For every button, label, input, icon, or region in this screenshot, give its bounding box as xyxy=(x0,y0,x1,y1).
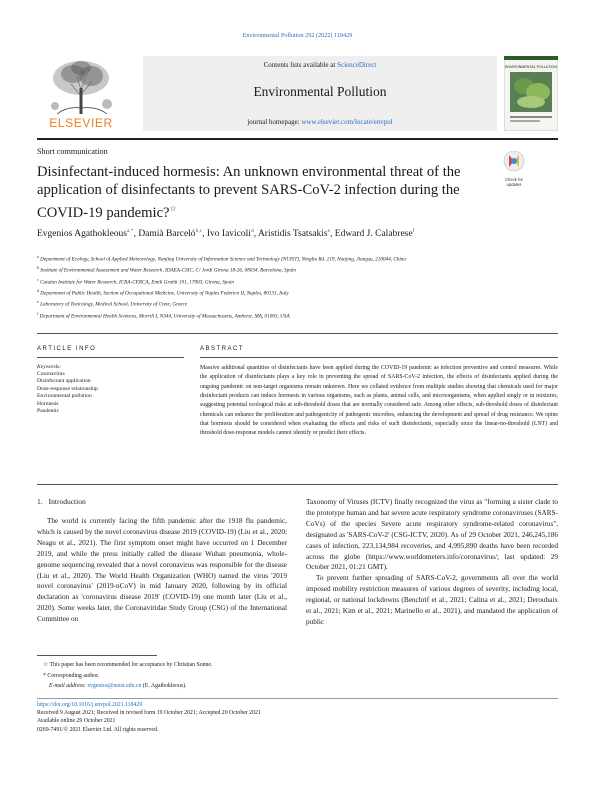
author-affiliation-mark[interactable]: e xyxy=(327,228,331,234)
keyword: Disinfectant application xyxy=(37,378,91,385)
affiliation-text: Institute of Environmental Assessment and Water Research, IDAEA-CSIC, C/ Jordi Girona 18-26, 08034, Barcelona, Spain xyxy=(40,268,296,275)
keyword: Pandemic xyxy=(37,408,60,415)
article-title-text: Disinfectant-induced hormesis: An unknown environmental threat of the application of disinfectants to prevent SARS-CoV-2 infection during the COVID-19 pandemic? xyxy=(37,164,461,221)
journal-cover-image xyxy=(504,56,558,131)
article-info-divider xyxy=(37,357,184,358)
affiliation-item xyxy=(37,253,558,264)
affiliation-text: Department of Public Health, Section of Occupational Medicine, University of Naples Federico II, Naples, 80131, Italy xyxy=(40,290,289,297)
author-affiliation-mark[interactable]: d xyxy=(250,228,254,234)
cover-caption: ENVIRONMENTAL POLLUTION xyxy=(505,65,557,69)
article-type: Short communication xyxy=(37,147,108,156)
paragraph: The world is currently facing the fifth pandemic after the 1918 flu pandemic, which is caused by the novel coronavirus disease 2019 (COVID-19) (Liu et al., 2020; Neagu et al., 2021). The first symptom onset might have occurred on 1 December 2019, and while the press initially called the disease Wuhan pneumonia, whole-genome sequencing revealed that a novel coronavirus was responsible for the disease (Liu et al., 2020). The World Health Organization (WHO) named the virus '2019 novel coronavirus' (2019-nCoV) in mid January 2020, following by its official declaration as 'coronavirus disease 2019' (COVID-19) one month later (Liu et al., 2020). Some weeks later, the Coronaviridae Study Group (CSG) of the International Committee on xyxy=(37,517,287,624)
affiliation-item xyxy=(37,264,558,275)
email-link[interactable]: evgenios@nuist.edu.cn xyxy=(87,683,142,689)
header-divider xyxy=(37,138,558,140)
body-column-right xyxy=(306,497,558,628)
footnote-recommendation: ☆ This paper has been recommended for acceptance by Christian Sonne. xyxy=(43,662,213,668)
section-number: 1. xyxy=(37,497,43,506)
keywords-list xyxy=(37,371,184,415)
affiliation-mark: c xyxy=(37,276,39,282)
affiliation-text: Department of Ecology, School of Applied Meteorology, Nanjing University of Information Science and Technology (NUIST), Ningliu Rd. 219, Nanjing, Jiangsu, 210044, China xyxy=(40,256,406,263)
check-for-updates-icon[interactable] xyxy=(500,150,528,187)
journal-title: Environmental Pollution xyxy=(253,84,387,99)
article-title xyxy=(37,163,477,222)
abstract-divider xyxy=(200,357,558,358)
title-footnote-mark[interactable]: ☆ xyxy=(169,203,177,213)
affiliations-divider xyxy=(37,333,558,334)
affiliation-mark: b xyxy=(37,265,39,271)
affiliation-mark: a xyxy=(37,254,39,259)
section-title: Introduction xyxy=(48,497,86,506)
doi-link[interactable]: https://doi.org/10.1016/j.envpol.2021.118429 xyxy=(37,702,143,708)
affiliation-item xyxy=(37,276,558,287)
paragraph: To prevent further spreading of SARS-CoV-2, governments all over the world imposed mobility restriction measures of various degrees of severity, including local, regional, or national lockdowns (Benchrif et al., 2021; Calina et al., 2021; Deroubaix et al., 2021; Kim et al., 2021; Marinello et al., 2021), and mandated the application of public xyxy=(306,574,558,626)
footnote-email xyxy=(37,681,337,692)
email-label: E-mail address: xyxy=(49,683,88,689)
abstract-text: Massive additional quantities of disinfectants have been applied during the COVID-19 pandemic as infection preventive and control measures. While the application of disinfectants plays a key role in preventing the spread of SARS-CoV-2 infection, the effects of disinfectants applied during the ongoing pandemic on non-target organisms remain unknown. Here we collated evidence from multiple studies showing that chemicals used for major disinfectant products can induce hormesis in various organisms, such as plants, animal cells, and microorganisms, when applied singly or in mixtures, suggesting potential ecological risks at sub-threshold doses that are normally considered safe. Among other effects, sub-threshold doses of disinfectant chemicals can enhance the proliferation and pathogenicity of pathogenic microbes, enhancing the development and spread of drug resistance. We opine that hormesis should be considered when evaluating the effects and risks of such disinfectants, especially since the linear-no-threshold (LNT) and threshold dose-response models cannot identify or predict their effects. xyxy=(200,365,558,437)
crossmark-label: Check for updates xyxy=(505,177,523,187)
affiliation-item xyxy=(37,298,558,309)
affiliation-text: Laboratory of Toxicology, Medical School, University of Crete, Greece xyxy=(40,302,188,309)
article-footer xyxy=(37,701,437,734)
keyword: Dose-response relationship xyxy=(37,385,98,392)
affiliation-list xyxy=(37,253,558,321)
author-affiliation-mark[interactable]: b,c xyxy=(195,228,203,234)
paragraph: Taxonomy of Viruses (ICTV) finally recognized the virus as "forming a sister clade to the prototype human and bat severe acute respiratory syndrome coronaviruses (SARS-CoVs) of the species Severe acute respiratory syndrome-related coronavirus", designated as 'SARS-CoV-2' (CSG-ICTV, 2020). As of 29 October 2021, 246,245,186 cases of infection, 223,134,984 recoveries, and 4,995,890 deaths have been recorded across the globe (https://www.worldometers.info/coronavirus/; last updated: 29 October 2021, 01:21 GMT). xyxy=(306,498,558,572)
keyword: Hormesis xyxy=(37,400,59,407)
keyword: Coronavirus xyxy=(37,371,65,377)
keyword: Environmental pollution xyxy=(37,393,92,400)
sciencedirect-link[interactable]: ScienceDirect xyxy=(337,61,377,69)
footnote-corresponding: * Corresponding author. xyxy=(43,672,100,679)
homepage-prefix: journal homepage: xyxy=(247,118,302,126)
author-list: Evgenios Agathokleous$^{a,*}$, Damià Barceló$^{b,c}$, Ivo Iavicoli$^d$, Aristidis Tsatsakis$^e$, Edward J. Calabrese$^f$ xyxy=(37,228,415,240)
available-online: Available online 29 October 2021 xyxy=(37,718,116,725)
abstract-heading: ABSTRACT xyxy=(200,346,245,352)
footer-divider xyxy=(37,698,558,699)
affiliation-mark: e xyxy=(37,299,39,305)
affiliation-text: Catalan Institute for Water Research, ICRA-CERCA, Emili Grahit 101, 17003, Girona, Spain xyxy=(40,279,235,286)
author-name: Aristidis Tsatsakis xyxy=(257,229,328,240)
keywords-label: Keywords: xyxy=(37,364,62,370)
footnote-divider xyxy=(37,655,157,656)
journal-reference[interactable]: Environmental Pollution 292 (2022) 118429 xyxy=(242,32,353,39)
contents-line xyxy=(143,61,497,69)
author-name: Edward J. Calabrese xyxy=(334,229,413,240)
contents-prefix: Contents lists available at xyxy=(263,61,338,69)
author-name: Damià Barceló xyxy=(138,229,196,240)
email-suffix: (E. Agathokleous). xyxy=(141,683,187,689)
copyright: 0269-7491/© 2021 Elsevier Ltd. All rights reserved. xyxy=(37,726,159,733)
body-column-left xyxy=(37,516,287,625)
homepage-link[interactable]: www.elsevier.com/locate/envpol xyxy=(301,118,393,126)
affiliation-text: Department of Environmental Health Sciences, Morrill I, N344, University of Massachusetts, Amherst, MA, 01003, USA xyxy=(39,313,290,320)
affiliation-item xyxy=(37,310,558,321)
author-affiliation-mark[interactable]: a,* xyxy=(126,228,134,234)
footnotes xyxy=(37,660,337,692)
article-info-heading: ARTICLE INFO xyxy=(37,346,97,352)
affiliation-mark: d xyxy=(37,287,39,293)
author-name: Ivo Iavicoli xyxy=(206,229,251,240)
affiliation-mark: f xyxy=(37,310,39,316)
affiliation-item xyxy=(37,287,558,298)
publisher-logo-text: ELSEVIER xyxy=(49,116,113,130)
journal-homepage-line xyxy=(143,118,497,126)
section-heading-introduction xyxy=(37,497,86,506)
author-affiliation-mark[interactable]: f xyxy=(412,228,415,234)
author-name: Evgenios Agathokleous xyxy=(37,229,127,240)
abstract-bottom-divider xyxy=(37,484,558,485)
received-dates: Received 9 August 2021; Received in revised form 19 October 2021; Accepted 20 October 2021 xyxy=(37,710,261,717)
